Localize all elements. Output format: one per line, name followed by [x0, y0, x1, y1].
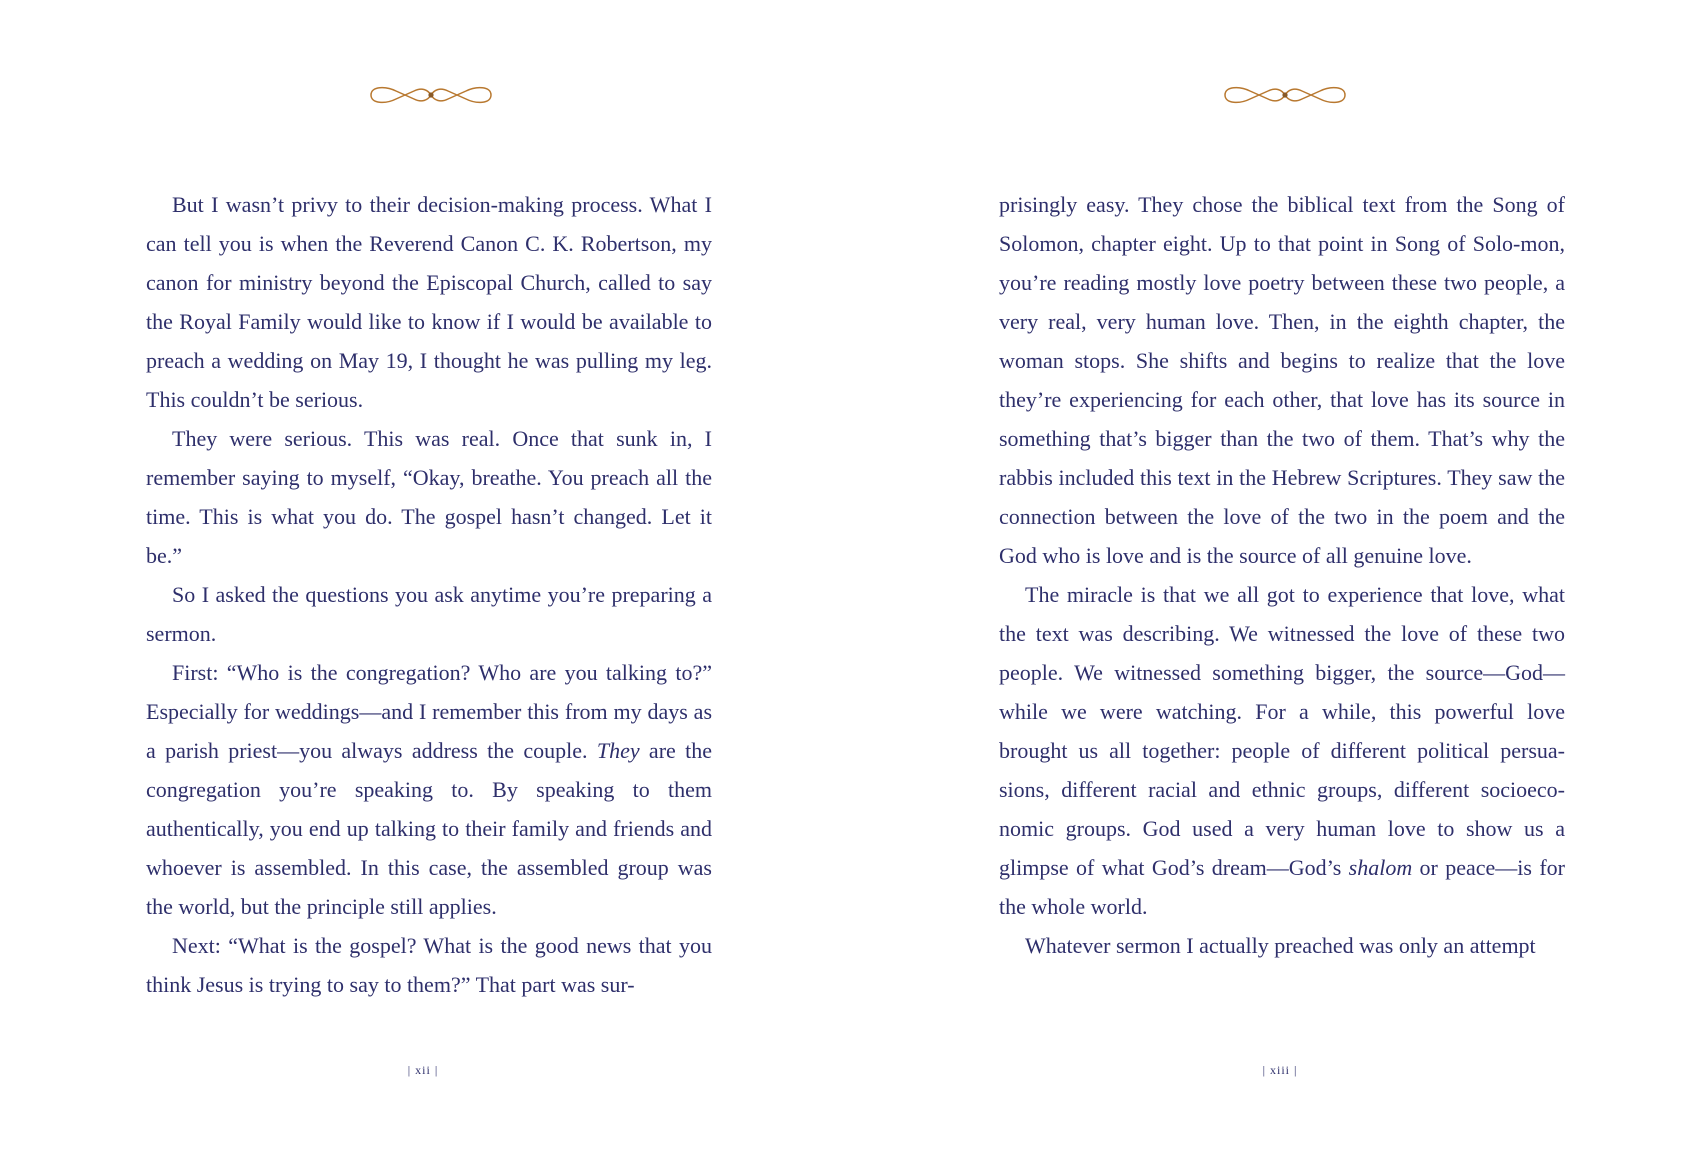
paragraph: Whatever sermon I actually preached was only an attempt — [1025, 933, 1536, 958]
paragraph: They were serious. This was real. Once that sunk in, I remember saying to myself, “Okay, breathe. You preach all the time. This is what you do. The gospel hasn’t changed. Let it be.” — [146, 426, 712, 568]
paragraph-text: are the congregation you’re speaking to. By speaking to them authentically, you end up talking to their family and friends and whoever is assembled. In this case, the assembled group was the world, but the principle still applies. — [146, 738, 712, 919]
page-number: | xii | — [407, 1063, 439, 1077]
paragraph: So I asked the questions you ask anytime you’re preparing a sermon. — [146, 582, 712, 646]
flourish-ornament-icon — [236, 80, 626, 110]
paragraph-text: First: “Who is the congregation? Who are you talking to?” Especially for weddings—and I remember this from my days as a parish priest—you always address the couple. — [146, 660, 712, 763]
page-number: | xiii | — [1262, 1063, 1298, 1077]
flourish-ornament-icon — [1090, 80, 1480, 110]
emphasis-text: shalom — [1348, 855, 1413, 880]
emphasis-text: They — [596, 738, 640, 763]
paragraph: But I wasn’t privy to their decision-making process. What I can tell you is when the Reverend Canon C. K. Robertson, my canon for ministry beyond the Episcopal Church, called to say the Royal Family would like to know if I would be available to preach a wedding on May 19, I thought he was pulling my leg. This couldn’t be serious. — [146, 192, 712, 412]
paragraph-text: The miracle is that we all got to experience that love, what the text was describing. We witnessed the love of these two people. We witnessed something bigger, the source—God—while we were watching. For a while, this powerful love brought us all together: people of different political persua-sions, different racial and ethnic groups, different socioeco-nomic groups. God used a very human love to show us a glimpse of what God’s dream—God’s — [999, 582, 1565, 880]
paragraph-text: or peace—is for the whole world. — [999, 855, 1565, 919]
paragraph: prisingly easy. They chose the biblical text from the Song of Solomon, chapter eight. Up to that point in Song of Solo-mon, you’re reading mostly love poetry between these two people, a very real, very human love. Then, in the eighth chapter, the woman stops. She shifts and begins to realize that the love they’re experiencing for each other, that love has its source in something that’s bigger than the two of them. That’s why the rabbis included this text in the Hebrew Scriptures. They saw the connection between the love of the two in the poem and the God who is love and is the source of all genuine love. — [999, 192, 1565, 568]
paragraph: Next: “What is the gospel? What is the good news that you think Jesus is trying to say to them?” That part was sur- — [146, 933, 712, 997]
paragraph — [999, 575, 1565, 926]
right-page — [850, 0, 1700, 1159]
right-page-body — [999, 185, 1565, 965]
paragraph — [146, 653, 712, 926]
left-page-body — [146, 185, 712, 1004]
